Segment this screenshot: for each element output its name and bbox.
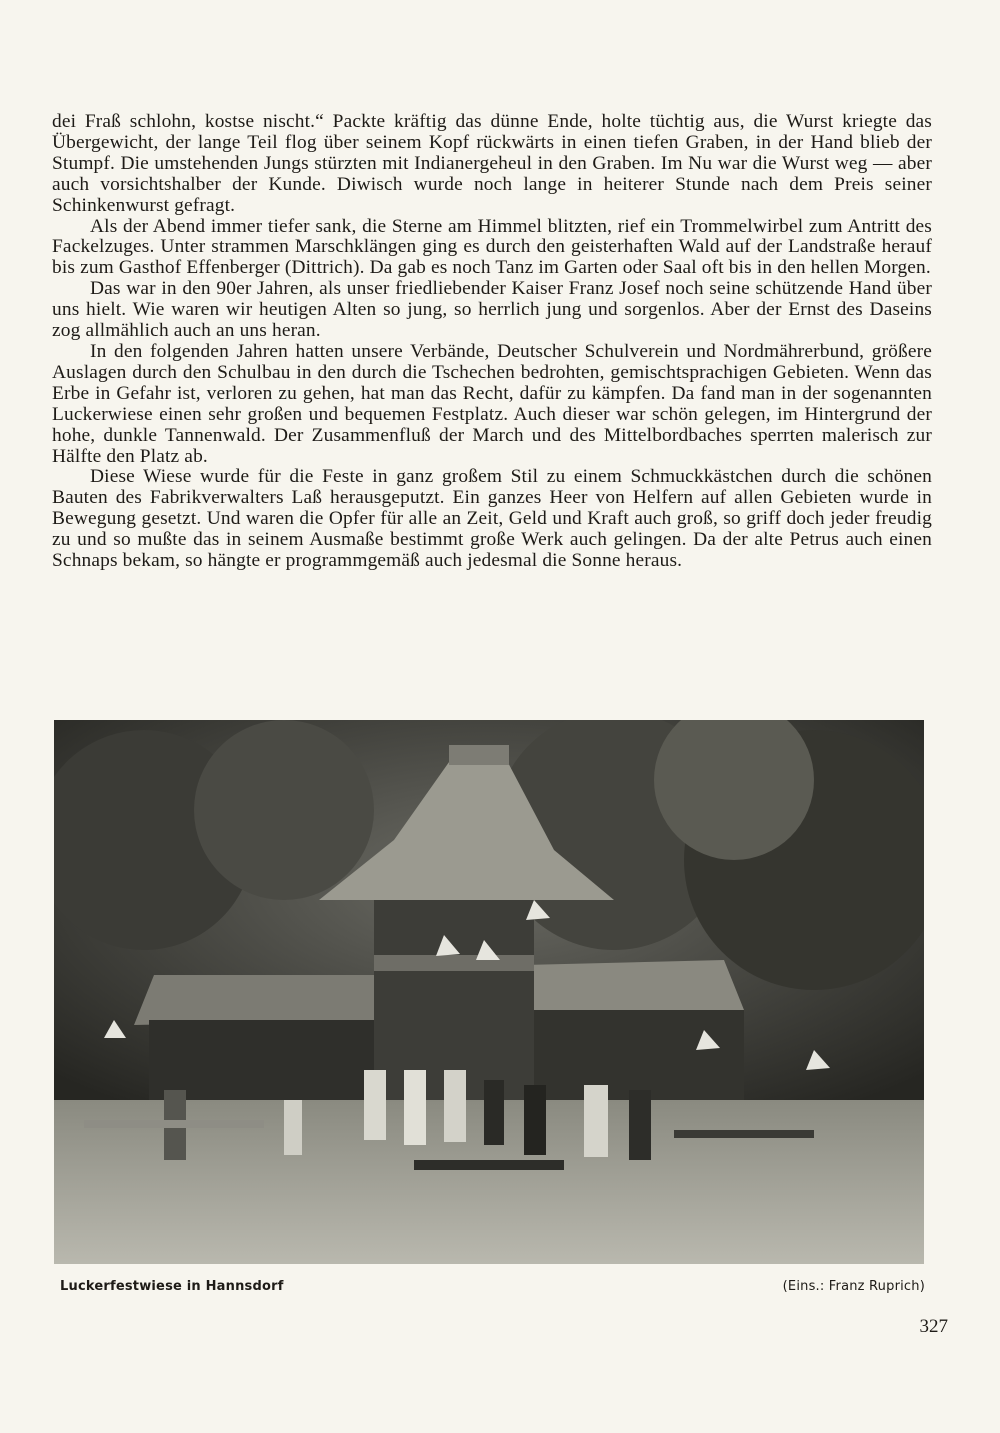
paragraph: Das war in den 90er Jahren, als unser friedliebender Kaiser Franz Josef noch seine schützende Hand über uns hielt. Wie waren wir heutigen Alten so jung, so herrlich jung und sorgenlos. Aber der Ernst des Daseins zog allmählich auch an uns heran. bbox=[52, 278, 932, 342]
bench bbox=[414, 1160, 564, 1170]
photo-illustration bbox=[54, 720, 924, 1264]
tower-cupola bbox=[449, 745, 509, 765]
photo-caption: Luckerfestwiese in Hannsdorf bbox=[60, 1279, 284, 1294]
pavilion-wall bbox=[519, 1010, 744, 1100]
person bbox=[524, 1085, 546, 1155]
person bbox=[444, 1070, 466, 1142]
paragraph: Als der Abend immer tiefer sank, die Sterne am Himmel blitzten, rief ein Trommelwirbel zum Antritt des Fackelzuges. Unter strammen Marschklängen ging es durch den geisterhaften Wald auf der Landstraße herauf bis zum Gasthof Effenberger (Dittrich). Da gab es noch Tanz im Garten oder Saal oft bis in den hellen Morgen. bbox=[52, 215, 932, 279]
article-text bbox=[52, 112, 932, 572]
bench bbox=[84, 1120, 264, 1128]
tower-railing bbox=[374, 955, 534, 971]
person bbox=[404, 1070, 426, 1145]
tree-crown bbox=[194, 720, 374, 900]
pavilion-wall bbox=[149, 1020, 374, 1100]
paragraph: Diese Wiese wurde für die Feste in ganz großem Stil zu einem Schmuckkästchen durch die schönen Bauten des Fabrikverwalters Laß herausgeputzt. Ein ganzes Heer von Helfern auf allen Gebieten wurde in Bewegung gesetzt. Und waren die Opfer für alle an Zeit, Geld und Kraft auch groß, so griff doch jeder freudig zu und so mußte das in seinem Ausmaße bestimmt große Werk auch gelingen. Da der alte Petrus auch einen Schnaps bekam, so hängte er programmgemäß auch jedesmal die Sonne heraus. bbox=[52, 466, 932, 572]
bench bbox=[674, 1130, 814, 1138]
paragraph: dei Fraß schlohn, kostse nischt.“ Packte kräftig das dünne Ende, holte tüchtig aus, die Wurst kriegte das Übergewicht, der lange Teil flog über seinem Kopf rückwärts in einen tiefen Graben, in der Hand blieb der Stumpf. Die umstehenden Jungs stürzten mit Indianergeheul in den Graben. Im Nu war die Wurst weg — aber auch vorsichtshalber der Kunde. Diwisch wurde noch lange in heiterer Stunde nach dem Preis seiner Schinkenwurst gefragt. bbox=[52, 111, 932, 216]
pavilion-roof bbox=[134, 975, 374, 1025]
paragraph: In den folgenden Jahren hatten unsere Verbände, Deutscher Schulverein und Nordmährerbund, größere Auslagen durch den Schulbau in den durch die Tschechen bedrohten, gemischtsprachigen Gebieten. Wenn das Erbe in Gefahr ist, verloren zu gehen, hat man das Recht, dafür zu kämpfen. Da fand man in der sogenannten Luckerwiese einen sehr großen und bequemen Festplatz. Auch dieser war schön gelegen, im Hintergrund der hohe, dunkle Tannenwald. Der Zusammenfluß der March und des Mittelbordbaches sperrten malerisch zur Hälfte den Platz ab. bbox=[52, 340, 932, 467]
photo-credit: (Eins.: Franz Ruprich) bbox=[782, 1279, 925, 1294]
page-number: 327 bbox=[919, 1316, 948, 1337]
person bbox=[629, 1090, 651, 1160]
person bbox=[484, 1080, 504, 1145]
person bbox=[584, 1085, 608, 1157]
person bbox=[364, 1070, 386, 1140]
festival-photograph bbox=[54, 720, 924, 1264]
pavilion-roof bbox=[514, 960, 744, 1015]
person bbox=[284, 1100, 302, 1155]
